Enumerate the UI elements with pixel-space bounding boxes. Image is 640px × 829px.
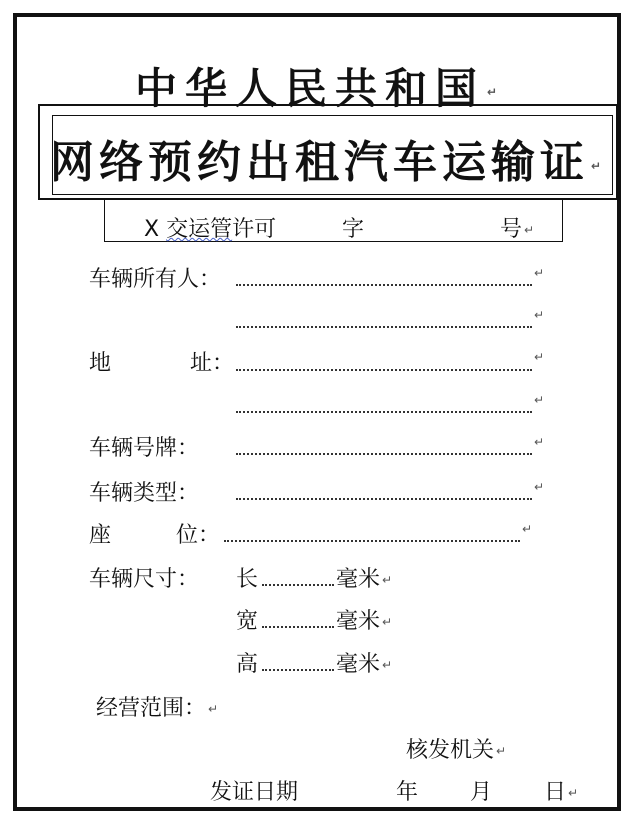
document-title: 网络预约出租汽车运输证 ↵ (49, 137, 607, 188)
type-label: 车辆类型： (89, 481, 200, 506)
width-line[interactable] (262, 626, 334, 628)
height-unit: 毫米 ↵ (336, 652, 393, 677)
seat-line[interactable] (224, 540, 520, 542)
return-mark: ↵ (534, 350, 545, 364)
height-line[interactable] (262, 669, 334, 671)
width-unit: 毫米 ↵ (336, 609, 393, 634)
plate-label: 车辆号牌： (89, 436, 200, 461)
permit-authority: X 交运管许可 (144, 217, 277, 242)
size-label: 车辆尺寸： (89, 567, 200, 592)
return-mark: ↵ (534, 266, 545, 280)
address-line-1[interactable] (236, 369, 532, 371)
length-unit: 毫米 ↵ (336, 567, 393, 592)
type-line[interactable] (236, 498, 532, 500)
scope-label: 经营范围： ↵ (96, 696, 219, 721)
country-name: 中华人民共和国 ↵ (134, 64, 506, 113)
return-mark: ↵ (522, 522, 533, 536)
permit-char: 字 (342, 217, 365, 242)
year-label: 年 (396, 780, 419, 805)
permit-number: 号 ↵ (500, 217, 535, 242)
owner-line-1[interactable] (236, 284, 532, 286)
plate-line[interactable] (236, 453, 532, 455)
width-label: 宽 (236, 609, 259, 634)
return-mark: ↵ (534, 480, 545, 494)
address-label-a: 地 (89, 351, 112, 376)
return-mark: ↵ (534, 393, 545, 407)
issue-date-label: 发证日期 (210, 780, 299, 805)
return-mark: ↵ (534, 308, 545, 322)
return-mark: ↵ (534, 435, 545, 449)
seat-label-b: 位： (176, 523, 221, 548)
address-label-b: 址： (190, 351, 235, 376)
height-label: 高 (236, 652, 259, 677)
address-line-2[interactable] (236, 411, 532, 413)
owner-label: 车辆所有人： (89, 267, 222, 292)
seat-label-a: 座 (89, 523, 112, 548)
owner-line-2[interactable] (236, 326, 532, 328)
issuing-authority: 核发机关 ↵ (406, 738, 507, 763)
length-line[interactable] (262, 584, 334, 586)
day-label: 日 ↵ (544, 780, 579, 805)
length-label: 长 (236, 567, 259, 592)
month-label: 月 (470, 780, 493, 805)
